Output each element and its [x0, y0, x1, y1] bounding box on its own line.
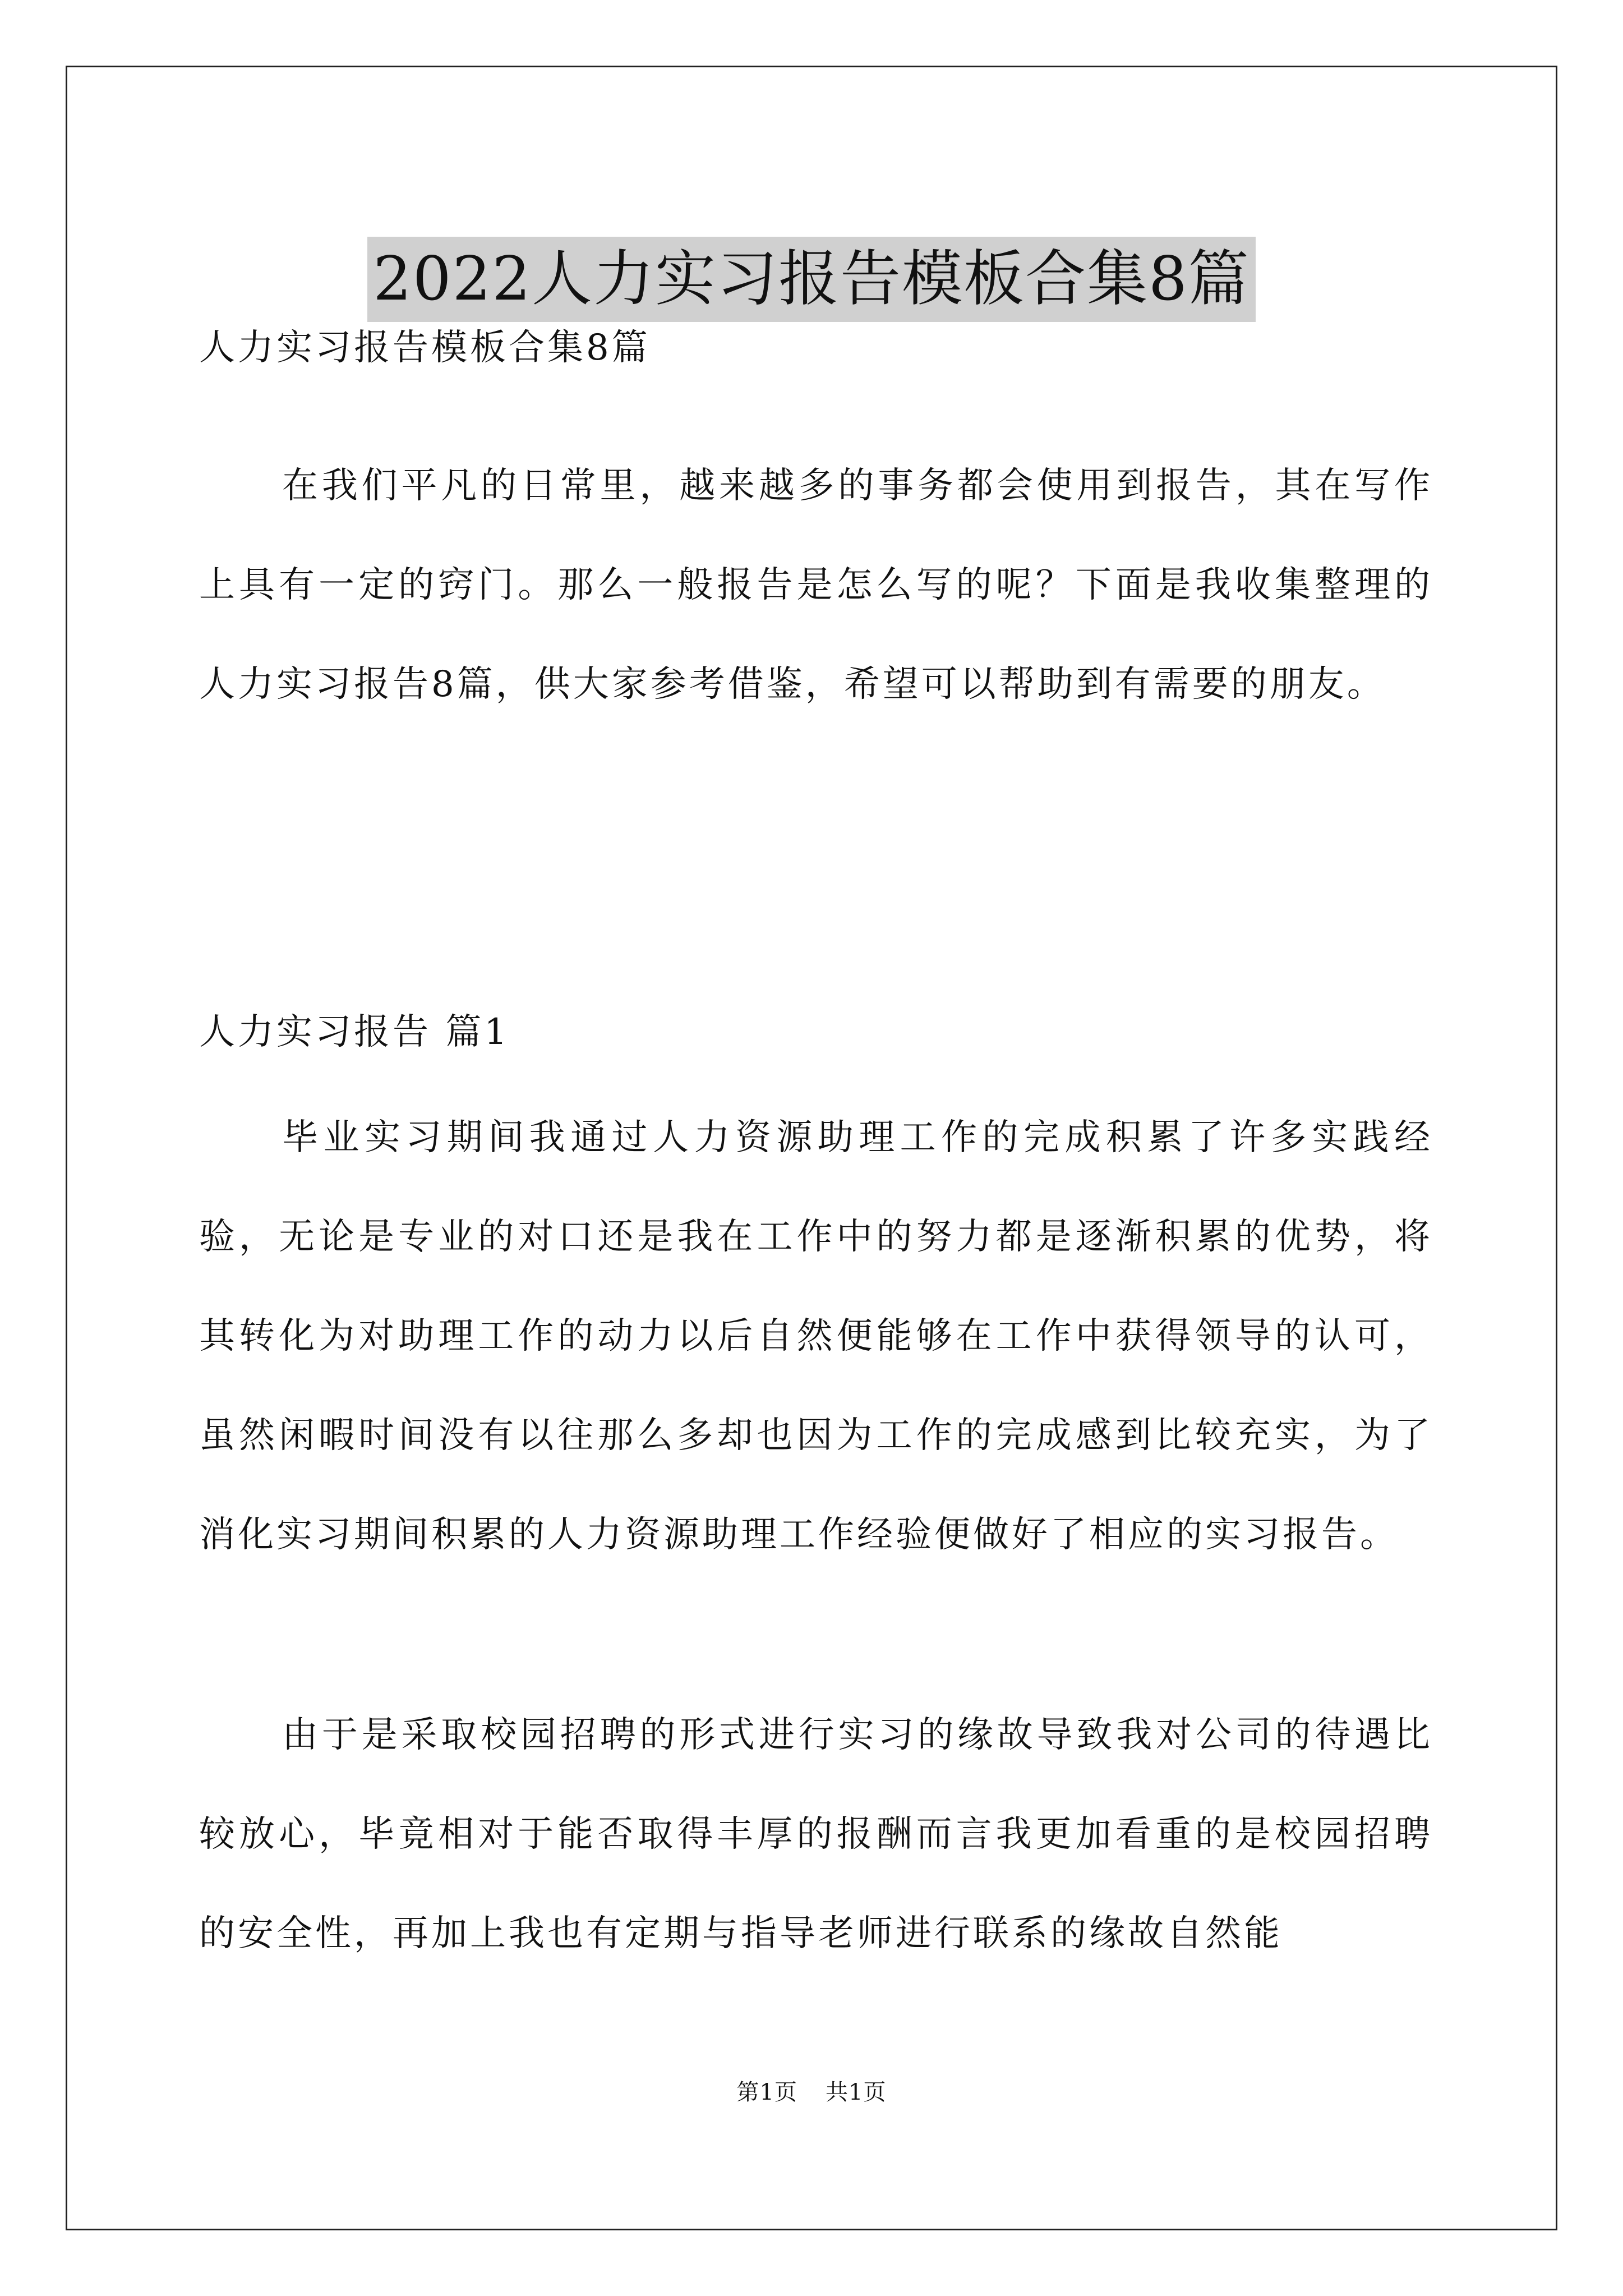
document-title: 2022人力实习报告模板合集8篇 — [367, 237, 1256, 322]
section-paragraph-2: 由于是采取校园招聘的形式进行实习的缘故导致我对公司的待遇比较放心，毕竟相对于能否取得丰厚的报酬而言我更加看重的是校园招聘的安全性，再加上我也有定期与指导老师进行联系的缘故自然能 — [199, 1714, 1433, 1954]
intro-paragraph: 在我们平凡的日常里，越来越多的事务都会使用到报告，其在写作上具有一定的窍门。那么一般报告是怎么写的呢？下面是我收集整理的人力实习报告8篇，供大家参考借鉴，希望可以帮助到有需要的朋友。 — [199, 465, 1433, 705]
document-subtitle: 人力实习报告模板合集8篇 — [199, 327, 651, 369]
section-paragraph-1: 毕业实习期间我通过人力资源助理工作的完成积累了许多实践经验，无论是专业的对口还是我在工作中的努力都是逐渐积累的优势，将其转化为对助理工作的动力以后自然便能够在工作中获得领导的认可，虽然闲暇时间没有以往那么多却也因为工作的完成感到比较充实，为了消化实习期间积累的人力资源助理工作经验便做好了相应的实习报告。 — [199, 1117, 1433, 1556]
page-number: 第1页 — [736, 2079, 797, 2105]
page-total: 共1页 — [826, 2079, 887, 2105]
section-heading: 人力实习报告 篇1 — [199, 1011, 510, 1053]
page-footer — [0, 2076, 1623, 2109]
